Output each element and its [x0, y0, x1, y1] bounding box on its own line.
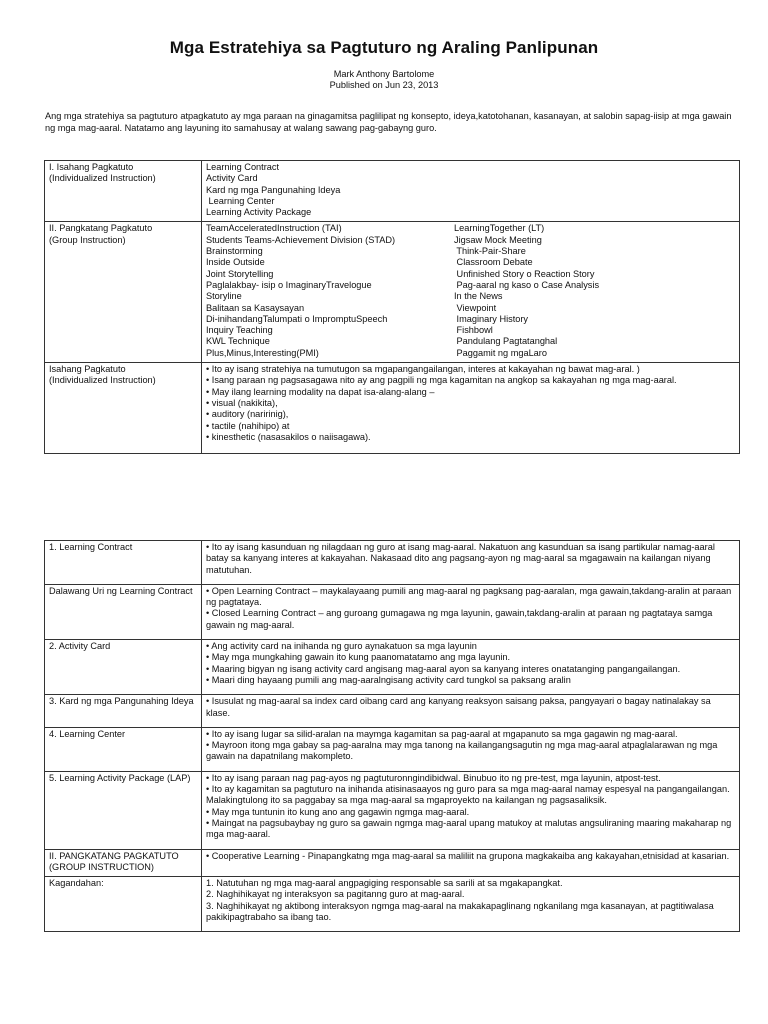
two-column-list: [206, 223, 735, 359]
table-row: [45, 727, 740, 771]
row-content: [202, 161, 740, 222]
row-label: II. PANGKATANG PAGKATUTO (GROUP INSTRUCTION): [45, 849, 202, 877]
bullet-item: • kinesthetic (nasasakilos o naiisagawa).: [206, 431, 371, 442]
list-item: Students Teams-Achievement Division (STAD): [206, 234, 396, 245]
list-item: Classroom Debate: [454, 257, 533, 268]
list-item: Fishbowl: [454, 325, 493, 336]
list-item: Viewpoint: [454, 302, 497, 313]
bullet-item: • May mga tuntunin ito kung ano ang gagawin ngmga mag-aaral.: [206, 806, 470, 817]
bullet-item: • May ilang learning modality na dapat isa-alang-alang –: [206, 386, 435, 397]
table-row: [45, 222, 740, 363]
byline: [0, 69, 768, 91]
row-label: 4. Learning Center: [45, 727, 202, 771]
bullet-item: • Isang paraan ng pagsasagawa nito ay ang pagpili ng mga kagamitan na angkop sa kakayahan ng mga mag-aaral.: [206, 375, 677, 386]
row-label-line: Isahang Pagkatuto: [49, 364, 126, 375]
row-content: [202, 849, 740, 877]
row-label-line: (Individualized Instruction): [49, 375, 156, 386]
table-row: [45, 363, 740, 454]
strategies-detail-table: [44, 540, 740, 932]
intro-paragraph: Ang mga stratehiya sa pagtuturo atpagkatuto ay mga paraan na ginagamitsa paglilipat ng konsepto, ideya,katotohanan, kasanayan, at salobin sapag-iisip at mga gawain ng mga mag-aaral. Natatamo ang layuning ito samahusay at walang sawang pag-gabayng guro.: [45, 111, 732, 133]
list-item: Unfinished Story o Reaction Story: [454, 268, 595, 279]
bullet-item: • May mga mungkahing gawain ito kung paanomatatamo ang mga layunin.: [206, 652, 511, 663]
list-item: Activity Card: [206, 173, 258, 184]
row-content: [202, 541, 740, 585]
list-item: Learning Activity Package: [206, 207, 312, 218]
bullet-item: • Maari ding hayaang pumili ang mag-aaralngisang activity card tungkol sa paksang aralin: [206, 674, 571, 685]
row-label-line: (Group Instruction): [49, 234, 126, 245]
numbered-item: 3. Naghihikayat ng aktibong interaksyon ngmga mag-aaral na makakapaglinang ngkanilang mga kasanayan, at pagtitiwalasa pakikipagtrabaho sa ibang tao.: [206, 900, 714, 923]
list-item: Learning Center: [206, 195, 275, 206]
list-item: Plus,Minus,Interesting(PMI): [206, 347, 319, 358]
row-label: [45, 363, 202, 454]
bullet-item: • Isusulat ng mag-aaral sa index card oibang card ang kanyang reaksyon saisang paksa, pangyayari o bagay natinalakay sa klase.: [206, 696, 711, 718]
list-item: KWL Technique: [206, 336, 270, 347]
table-row: [45, 695, 740, 728]
list-item: Inside Outside: [206, 257, 265, 268]
table-row: [45, 771, 740, 849]
list-item: Jigsaw Mock Meeting: [454, 234, 542, 245]
bullet-item: • Ito ay isang lugar sa silid-aralan na maymga kagamitan sa pag-aaral at mgapanuto sa mga gagawin ng mag-aaral.: [206, 728, 678, 739]
bullet-item: • visual (nakikita),: [206, 397, 278, 408]
list-item: Storyline: [206, 291, 242, 302]
row-content: [202, 771, 740, 849]
row-content: [202, 695, 740, 728]
list-column-1: [206, 223, 454, 359]
bullet-item: • auditory (naririnig),: [206, 409, 289, 420]
list-item: Joint Storytelling: [206, 268, 274, 279]
table-row: [45, 584, 740, 639]
list-item: Imaginary History: [454, 313, 529, 324]
row-label: 2. Activity Card: [45, 640, 202, 695]
numbered-item: 1. Natutuhan ng mga mag-aaral angpagiging responsable sa sarili at sa mgakapangkat.: [206, 878, 563, 889]
bullet-item: • Open Learning Contract – maykalayaang pumili ang mag-aaral ng pagksang pag-aaralan, mga gawain,takdang-aralin at paraan ng pagtataya.: [206, 585, 732, 608]
row-label-line: I. Isahang Pagkatuto: [49, 162, 134, 172]
bullet-item: • Maingat na pagsubaybay ng guro sa gawain ngmga mag-aaral upang matukoy at malutas angsuliraning maaring makaharap ng mga mag-aaral.: [206, 817, 732, 840]
table-row: [45, 877, 740, 932]
bullet-item: • tactile (nahihipo) at: [206, 420, 290, 431]
row-content: [202, 877, 740, 932]
bullet-item: • Maaring bigyan ng isang activity card angisang mag-aaral ayon sa kanyang interes onatatanging pangangailangan.: [206, 663, 681, 674]
row-content: [202, 584, 740, 639]
table-row: [45, 640, 740, 695]
table-row: [45, 541, 740, 585]
list-item: Pandulang Pagtatanghal: [454, 336, 558, 347]
list-item: Think-Pair-Share: [454, 246, 526, 257]
row-label: [45, 161, 202, 222]
row-label: 3. Kard ng mga Pangunahing Ideya: [45, 695, 202, 728]
list-item: Kard ng mga Pangunahing Ideya: [206, 184, 341, 195]
row-label: Dalawang Uri ng Learning Contract: [45, 584, 202, 639]
row-label: 1. Learning Contract: [45, 541, 202, 585]
row-label-line: (Individualized Instruction): [49, 173, 156, 184]
row-content: [202, 222, 740, 363]
bullet-item: • Ito ay isang stratehiya na tumutugon sa mgapangangailangan, interes at kakayahan ng bawat mag-aral. ): [206, 364, 640, 375]
list-item: Balitaan sa Kasaysayan: [206, 302, 305, 313]
list-item: Pag-aaral ng kaso o Case Analysis: [454, 279, 600, 290]
row-content: [202, 727, 740, 771]
list-item: Di-inihandangTalumpati o ImpromptuSpeech: [206, 313, 388, 324]
row-label: Kagandahan:: [45, 877, 202, 932]
list-item: TeamAcceleratedInstruction (TAI): [206, 223, 342, 234]
row-label: 5. Learning Activity Package (LAP): [45, 771, 202, 849]
numbered-item: 2. Naghihikayat ng interaksyon sa pagitanng guro at mag-aaral.: [206, 889, 465, 900]
list-item: Learning Contract: [206, 162, 280, 172]
list-column-2: [454, 223, 735, 359]
page-title: Mga Estratehiya sa Pagtuturo ng Araling Panlipunan: [169, 38, 599, 57]
list-item: LearningTogether (LT): [454, 223, 545, 234]
bullet-item: • Ang activity card na inihanda ng guro aynakatuon sa mga layunin: [206, 641, 477, 652]
list-item: Inquiry Teaching: [206, 325, 273, 336]
table-row: [45, 161, 740, 222]
list-item: Paggamit ng mgaLaro: [454, 347, 547, 358]
row-label-line: II. Pangkatang Pagkatuto: [49, 223, 153, 234]
strategies-overview-table: [44, 160, 740, 454]
list-item: Brainstorming: [206, 246, 263, 257]
bullet-item: • Ito ay isang paraan nag pag-ayos ng pagtuturonngindibidwal. Binubuo ito ng pre-test, mga layunin, atpost-test.: [206, 772, 661, 783]
table-row: [45, 849, 740, 877]
bullet-item: • Ito ay isang kasunduan ng nilagdaan ng guro at isang mag-aaral. Nakatuon ang kasunduan sa isang partikular namag-aaral batay sa kanyang interes at kakayahan. Nakasaad dito ang pagsang-ayon ng mag-aaral sa mgagawain na kailangan niyang matutuhan.: [206, 542, 715, 575]
bullet-item: • Closed Learning Contract – ang guroang gumagawa ng mga layunin, gawain,takdang-aralin at paraan ng pagtataya samga gawain ng mag-aaral.: [206, 608, 713, 630]
list-item: Paglalakbay- isip o ImaginaryTravelogue: [206, 279, 372, 290]
row-label: [45, 222, 202, 363]
publish-date: Published on Jun 23, 2013: [329, 80, 439, 90]
bullet-item: • Cooperative Learning - Pinapangkatng mga mag-aaral sa maliliit na grupona magkakaiba ang kakayahan,etnisidad at kasarian.: [206, 850, 730, 861]
list-item: In the News: [454, 291, 503, 302]
row-content: [202, 363, 740, 454]
bullet-item: • Mayroon itong mga gabay sa pag-aaralna may mga tanong na kailangangsagutin ng mga mag-aaral atpaglalarawan ng mga gawain na dapatnilang makompleto.: [206, 740, 718, 762]
author-name: Mark Anthony Bartolome: [333, 69, 435, 79]
row-content: [202, 640, 740, 695]
bullet-item: • Ito ay kagamitan sa pagtuturo na inihanda atisinasaayos ng guro para sa mga mag-aaral namay espesyal na pangangailangan. Malakingtulong ito sa paggabay sa mga mag-aaral sa mgaproyekto na kailangan ng pagsasaliksik.: [206, 784, 730, 806]
